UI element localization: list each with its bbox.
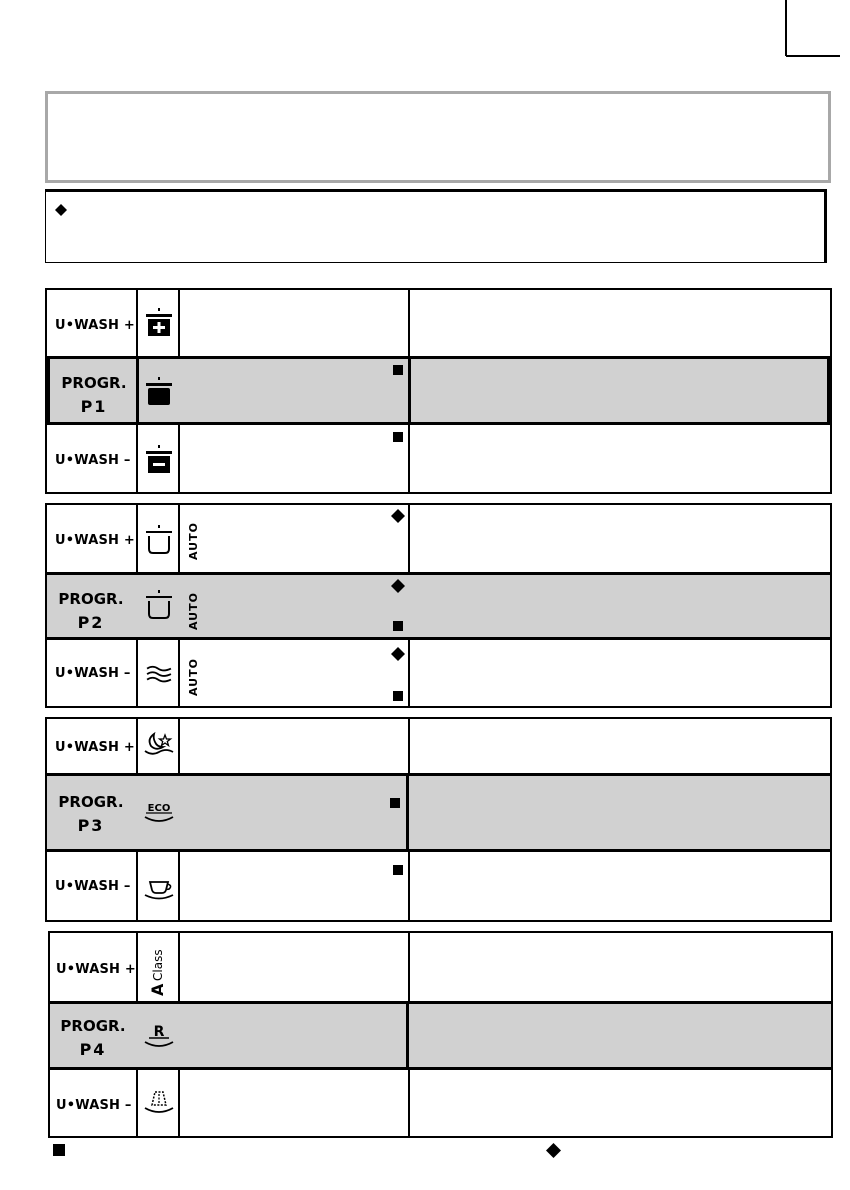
square-icon [390,798,400,808]
progr-text: PROGR. [58,793,124,811]
eco-icon [143,800,175,824]
program-number: P2 [77,613,105,632]
program-group-p1 [45,288,832,494]
auto-label: AUTO [187,658,200,696]
table-row [47,852,830,922]
auto-label: AUTO [187,522,200,560]
uwash-minus-label: U•WASH – [55,453,131,468]
progr-text: PROGR. [58,590,124,608]
pot-minus-icon [144,445,174,475]
pot-filled-icon [144,377,174,407]
table-row-highlighted [47,572,830,640]
header-box [45,91,831,183]
uwash-plus-label: U•WASH + [56,962,136,977]
rapid-icon-text: R [153,1024,165,1040]
progr-text: PROGR. [60,1017,126,1035]
diamond-icon [546,1143,561,1158]
table-row [47,719,830,774]
waves-icon [144,664,174,686]
night-moon-icon [143,731,175,757]
a-class-small-text: Class [151,949,165,981]
diamond-icon [391,579,405,593]
square-icon [393,865,403,875]
progr-text: PROGR. [61,374,127,392]
table-row [47,505,830,572]
pot-outline-icon [144,525,174,555]
program-group-p3 [45,717,832,922]
uwash-plus-label: U•WASH + [55,318,135,333]
program-number: P4 [79,1040,107,1059]
program-label [50,373,138,417]
table-row [47,425,830,494]
square-icon [393,432,403,442]
crop-mark [780,0,840,58]
program-group-p2 [45,503,832,708]
table-row [50,1070,831,1138]
program-group-p4 [48,931,833,1138]
a-class-big-text: A [148,983,167,996]
table-row-highlighted [47,356,830,425]
rapid-icon [143,1023,175,1049]
program-label [50,1016,136,1060]
program-label [47,589,135,633]
note-box [45,189,827,263]
program-label [47,792,135,836]
diamond-icon [55,204,67,216]
diamond-icon [391,647,405,661]
eco-icon-text: ECO [147,803,171,814]
table-row [47,640,830,708]
program-number: P1 [80,397,108,416]
table-row-highlighted [50,1001,831,1070]
glass-icon [143,1089,175,1115]
square-icon [393,691,403,701]
program-number: P3 [77,816,105,835]
pot-outline-icon [144,590,174,620]
square-icon [393,621,403,631]
square-icon [53,1144,65,1156]
auto-label: AUTO [187,592,200,630]
a-class-icon [146,936,170,998]
uwash-minus-label: U•WASH – [55,879,131,894]
uwash-plus-label: U•WASH + [55,740,135,755]
pot-plus-icon [144,308,174,338]
uwash-plus-label: U•WASH + [55,533,135,548]
table-row [47,290,830,357]
square-icon [393,365,403,375]
uwash-minus-label: U•WASH – [55,666,131,681]
cup-icon [143,877,175,901]
diamond-icon [391,509,405,523]
table-row-highlighted [47,773,830,852]
uwash-minus-label: U•WASH – [56,1098,132,1113]
table-row [50,933,831,1001]
